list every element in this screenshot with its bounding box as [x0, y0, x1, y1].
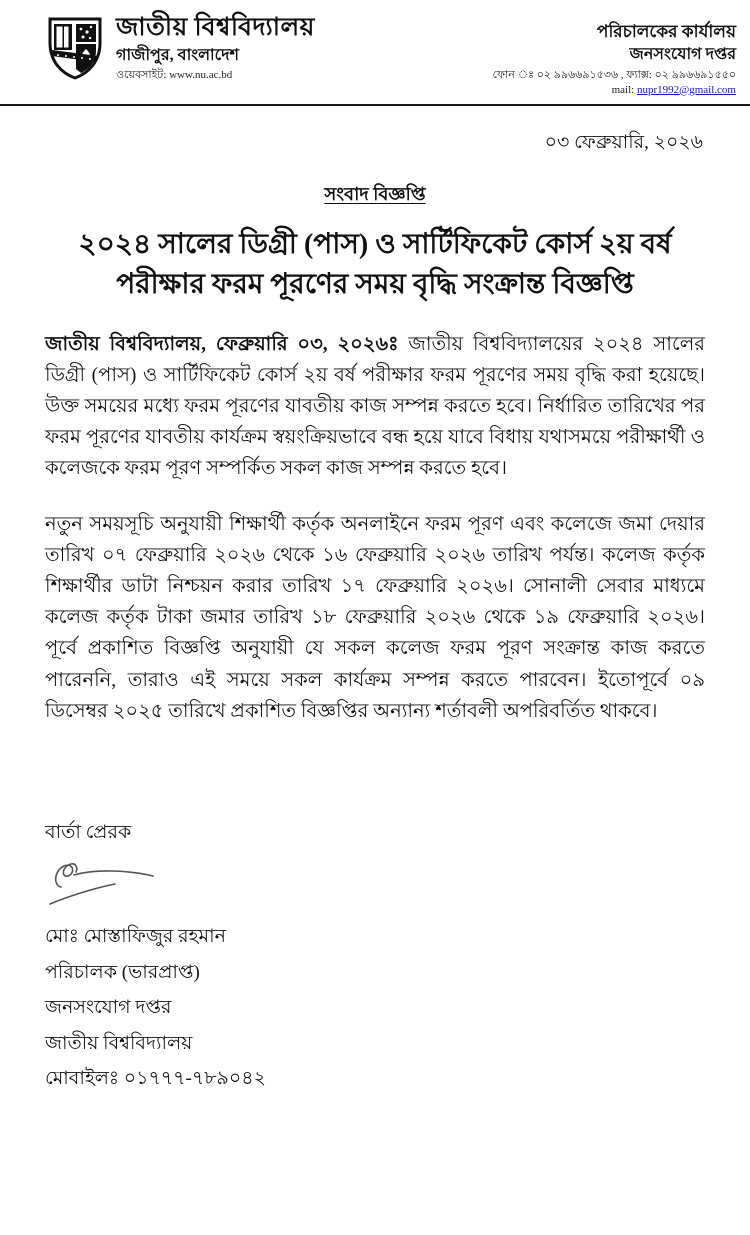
letterhead	[0, 0, 750, 96]
paragraph-1	[45, 329, 705, 485]
email-link[interactable]: nupr1992@gmail.com	[636, 83, 736, 96]
signatory-department: জনসংযোগ দপ্তর	[45, 997, 172, 1019]
email-label: mail:	[611, 83, 637, 96]
university-name: জাতীয় বিশ্ববিদ্যালয়	[116, 14, 315, 41]
office-department: জনসংযোগ দপ্তর	[629, 45, 736, 63]
header-divider	[0, 104, 750, 106]
notice-type-label: সংবাদ বিজ্ঞপ্তি	[324, 184, 426, 205]
office-email-line	[493, 84, 736, 97]
office-phone-fax: ফোন ঃ ০২ ৯৯৬৬৯১৫৩৬ , ফ্যাক্স: ০২ ৯৯৬৬৯১৫৫০	[492, 68, 736, 81]
letter-content	[0, 128, 750, 1093]
issue-date: ০৩ ফেব্রুয়ারি, ২০২৬	[544, 132, 703, 154]
office-name: পরিচালকের কার্যালয়	[596, 22, 736, 41]
paragraph-1-dateline: জাতীয় বিশ্ববিদ্যালয়, ফেব্রুয়ারি ০৩, ২০২৬ঃ	[45, 333, 399, 355]
university-location: গাজীপুর, বাংলাদেশ	[116, 46, 239, 64]
office-info	[493, 22, 744, 96]
notice-title	[45, 225, 705, 305]
paragraph-2: নতুন সময়সূচি অনুযায়ী শিক্ষার্থী কর্তৃক অনলাইনে ফরম পূরণ এবং কলেজে জমা দেয়ার তারিখ ০৭ ফেব্রুয়ারি ২০২৬ থেকে ১৬ ফেব্রুয়ারি ২০২৬ তারিখ পর্যন্ত। কলেজ কর্তৃক শিক্ষার্থীর ডাটা নিশ্চয়ন করার তারিখ ১৭ ফেব্রুয়ারি ২০২৬। সোনালী সেবার মাধ্যমে কলেজ কর্তৃক টাকা জমার তারিখ ১৮ ফেব্রুয়ারি ২০২৬ থেকে ১৯ ফেব্রুয়ারি ২০২৬। পূর্বে প্রকাশিত বিজ্ঞপ্তি অনুযায়ী যে সকল কলেজ ফরম পূরণ সংক্রান্ত কাজ করতে পারেননি, তারাও এই সময়ে সকল কার্যক্রম সম্পন্ন করতে পারবেন। ইতোপূর্বে ০৯ ডিসেম্বর ২০২৫ তারিখে প্রকাশিত বিজ্ঞপ্তির অন্যান্য শর্তাবলী অপরিবর্তিত থাকবে।	[45, 513, 705, 722]
signature-block	[45, 819, 705, 1093]
national-university-logo-icon	[46, 16, 104, 80]
notice-title-line2: পরীক্ষার ফরম পূরণের সময় বৃদ্ধি সংক্রান্ত বিজ্ঞপ্তি	[116, 268, 634, 300]
notice-title-line1: ২০২৪ সালের ডিগ্রী (পাস) ও সার্টিফিকেট কোর্স ২য় বর্ষ	[78, 229, 672, 261]
signatory-name: মোঃ মোস্তাফিজুর রহমান	[45, 926, 226, 948]
signatory-organization: জাতীয় বিশ্ববিদ্যালয়	[45, 1032, 193, 1054]
signatory-details	[45, 923, 705, 1093]
signatory-mobile: মোবাইলঃ ০১৭৭৭-৭৮৯০৪২	[45, 1068, 266, 1090]
university-brand	[46, 14, 315, 81]
signature-scribble-icon	[47, 855, 705, 916]
university-website: ওয়েবসাইট: www.nu.ac.bd	[116, 69, 233, 82]
paragraph-1-text: জাতীয় বিশ্ববিদ্যালয়ের ২০২৪ সালের ডিগ্রী (পাস) ও সার্টিফিকেট কোর্স ২য় বর্ষ পরীক্ষার ফরম পূরণের সময় বৃদ্ধি করা হয়েছে। উক্ত সময়ের মধ্যে ফরম পূরণের যাবতীয় কাজ সম্পন্ন করতে হবে। নির্ধারিত তারিখের পর ফরম পূরণের যাবতীয় কার্যক্রম স্বয়ংক্রিয়ভাবে বন্ধ হয়ে যাবে বিধায় যথাসময়ে পরীক্ষার্থী ও কলেজকে ফরম পূরণ সম্পর্কিত সকল কাজ সম্পন্ন করতে হবে।	[45, 333, 705, 480]
sender-label: বার্তা প্রেরক	[45, 821, 132, 843]
signatory-designation: পরিচালক (ভারপ্রাপ্ত)	[45, 961, 200, 983]
